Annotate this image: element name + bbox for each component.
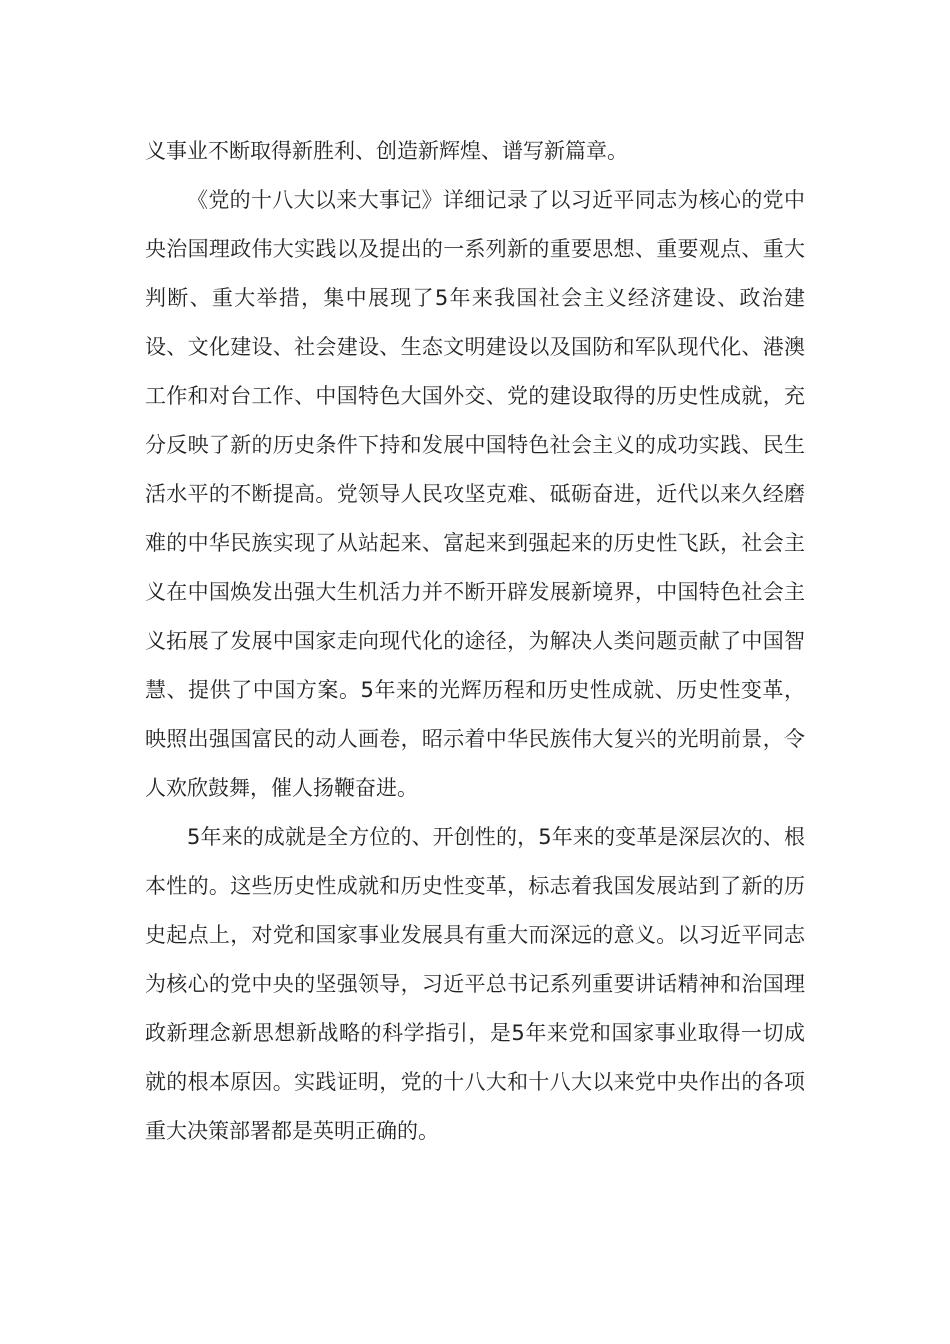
paragraph-achievements: 5年来的成就是全方位的、开创性的，5年来的变革是深层次的、根本性的。这些历史性成就和历史性变革，标志着我国发展站到了新的历史起点上，对党和国家事业发展具有重大而深远的意义。以习近平同志为核心的党中央的坚强领导，习近平总书记系列重要讲话精神和治国理政新理念新思想新战略的科学指引，是5年来党和国家事业取得一切成就的根本原因。实践证明，党的十八大和十八大以来党中央作出的各项重大决策部署都是英明正确的。 [145, 825, 805, 1143]
document-body [145, 127, 805, 1156]
paragraph-continuation: 义事业不断取得新胜利、创造新辉煌、谱写新篇章。 [145, 139, 628, 163]
paragraph-chronicle: 《党的十八大以来大事记》详细记录了以习近平同志为核心的党中央治国理政伟大实践以及提出的一系列新的重要思想、重要观点、重大判断、重大举措，集中展现了5年来我国社会主义经济建设、政治建设、文化建设、社会建设、生态文明建设以及国防和军队现代化、港澳工作和对台工作、中国特色大国外交、党的建设取得的历史性成就，充分反映了新的历史条件下持和发展中国特色社会主义的成功实践、民生活水平的不断提高。党领导人民攻坚克难、砥砺奋进，近代以来久经磨难的中华民族实现了从站起来、富起来到强起来的历史性飞跃，社会主义在中国焕发出强大生机活力并不断开辟发展新境界，中国特色社会主义拓展了发展中国家走向现代化的途径，为解决人类问题贡献了中国智慧、提供了中国方案。5年来的光辉历程和历史性成就、历史性变革，映照出强国富民的动人画卷，昭示着中华民族伟大复兴的光明前景，令人欢欣鼓舞，催人扬鞭奋进。 [145, 188, 805, 800]
